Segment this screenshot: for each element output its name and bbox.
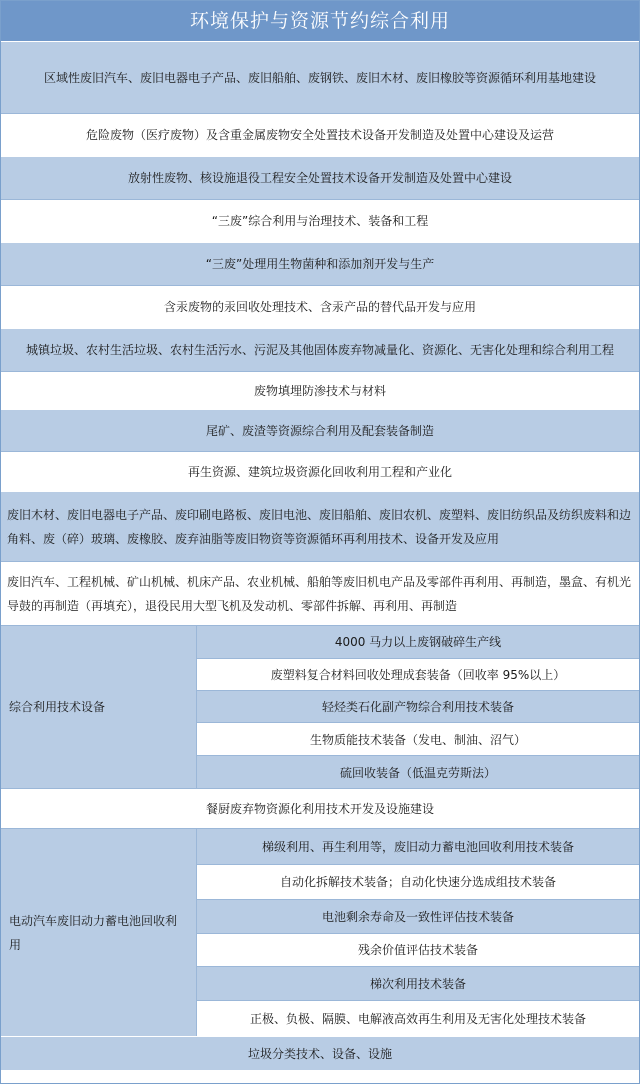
group-label: 综合利用技术设备 bbox=[1, 626, 197, 788]
table-row: 餐厨废弃物资源化利用技术开发及设施建设 bbox=[1, 788, 639, 828]
table-row: 废旧木材、废旧电器电子产品、废印刷电路板、废旧电池、废旧船舶、废旧农机、废塑料、废旧纺织品及纺织废料和边角料、废（碎）玻璃、废橡胶、废弃油脂等废旧物资等资源循环再利用技术、设备开发及应用 bbox=[1, 491, 639, 561]
table-row: 含汞废物的汞回收处理技术、含汞产品的替代品开发与应用 bbox=[1, 285, 639, 328]
group-item: 生物质能技术装备（发电、制油、沼气） bbox=[197, 722, 639, 755]
group-item: 电池剩余寿命及一致性评估技术装备 bbox=[197, 899, 639, 933]
group-item: 梯次利用技术装备 bbox=[197, 966, 639, 1000]
table-title: 环境保护与资源节约综合利用 bbox=[1, 1, 639, 41]
group-item: 废塑料复合材料回收处理成套装备（回收率 95%以上） bbox=[197, 658, 639, 690]
group-items bbox=[197, 626, 639, 788]
group-label: 电动汽车废旧动力蓄电池回收利用 bbox=[1, 829, 197, 1036]
table-row: 尾矿、废渣等资源综合利用及配套装备制造 bbox=[1, 409, 639, 451]
group-item: 硫回收装备（低温克劳斯法） bbox=[197, 755, 639, 788]
group-item: 自动化拆解技术装备；自动化快速分选成组技术装备 bbox=[197, 864, 639, 899]
group-item: 4000 马力以上废钢破碎生产线 bbox=[197, 626, 639, 658]
group-item: 轻烃类石化副产物综合利用技术装备 bbox=[197, 690, 639, 723]
table-row: 废旧汽车、工程机械、矿山机械、机床产品、农业机械、船舶等废旧机电产品及零部件再利用、再制造，墨盒、有机光导鼓的再制造（再填充），退役民用大型飞机及发动机、零部件拆解、再利用、再制造 bbox=[1, 561, 639, 625]
table-row: 废物填埋防渗技术与材料 bbox=[1, 371, 639, 409]
group-item: 梯级利用、再生利用等，废旧动力蓄电池回收利用技术装备 bbox=[197, 829, 639, 864]
equipment-group bbox=[1, 625, 639, 788]
table-row: 区域性废旧汽车、废旧电器电子产品、废旧船舶、废钢铁、废旧木材、废旧橡胶等资源循环利用基地建设 bbox=[1, 41, 639, 113]
table-row: 再生资源、建筑垃圾资源化回收利用工程和产业化 bbox=[1, 451, 639, 491]
table-row: “三废”处理用生物菌种和添加剂开发与生产 bbox=[1, 242, 639, 285]
table-row: 放射性废物、核设施退役工程安全处置技术设备开发制造及处置中心建设 bbox=[1, 156, 639, 199]
table-row: 城镇垃圾、农村生活垃圾、农村生活污水、污泥及其他固体废弃物减量化、资源化、无害化处理和综合利用工程 bbox=[1, 328, 639, 371]
group-item: 正极、负极、隔膜、电解液高效再生利用及无害化处理技术装备 bbox=[197, 1000, 639, 1036]
group-items bbox=[197, 829, 639, 1036]
table-row: 危险废物（医疗废物）及含重金属废物安全处置技术设备开发制造及处置中心建设及运营 bbox=[1, 113, 639, 156]
table-row: “三废”综合利用与治理技术、装备和工程 bbox=[1, 199, 639, 242]
table-row: 垃圾分类技术、设备、设施 bbox=[1, 1036, 639, 1070]
battery-group bbox=[1, 828, 639, 1036]
group-item: 残余价值评估技术装备 bbox=[197, 933, 639, 967]
